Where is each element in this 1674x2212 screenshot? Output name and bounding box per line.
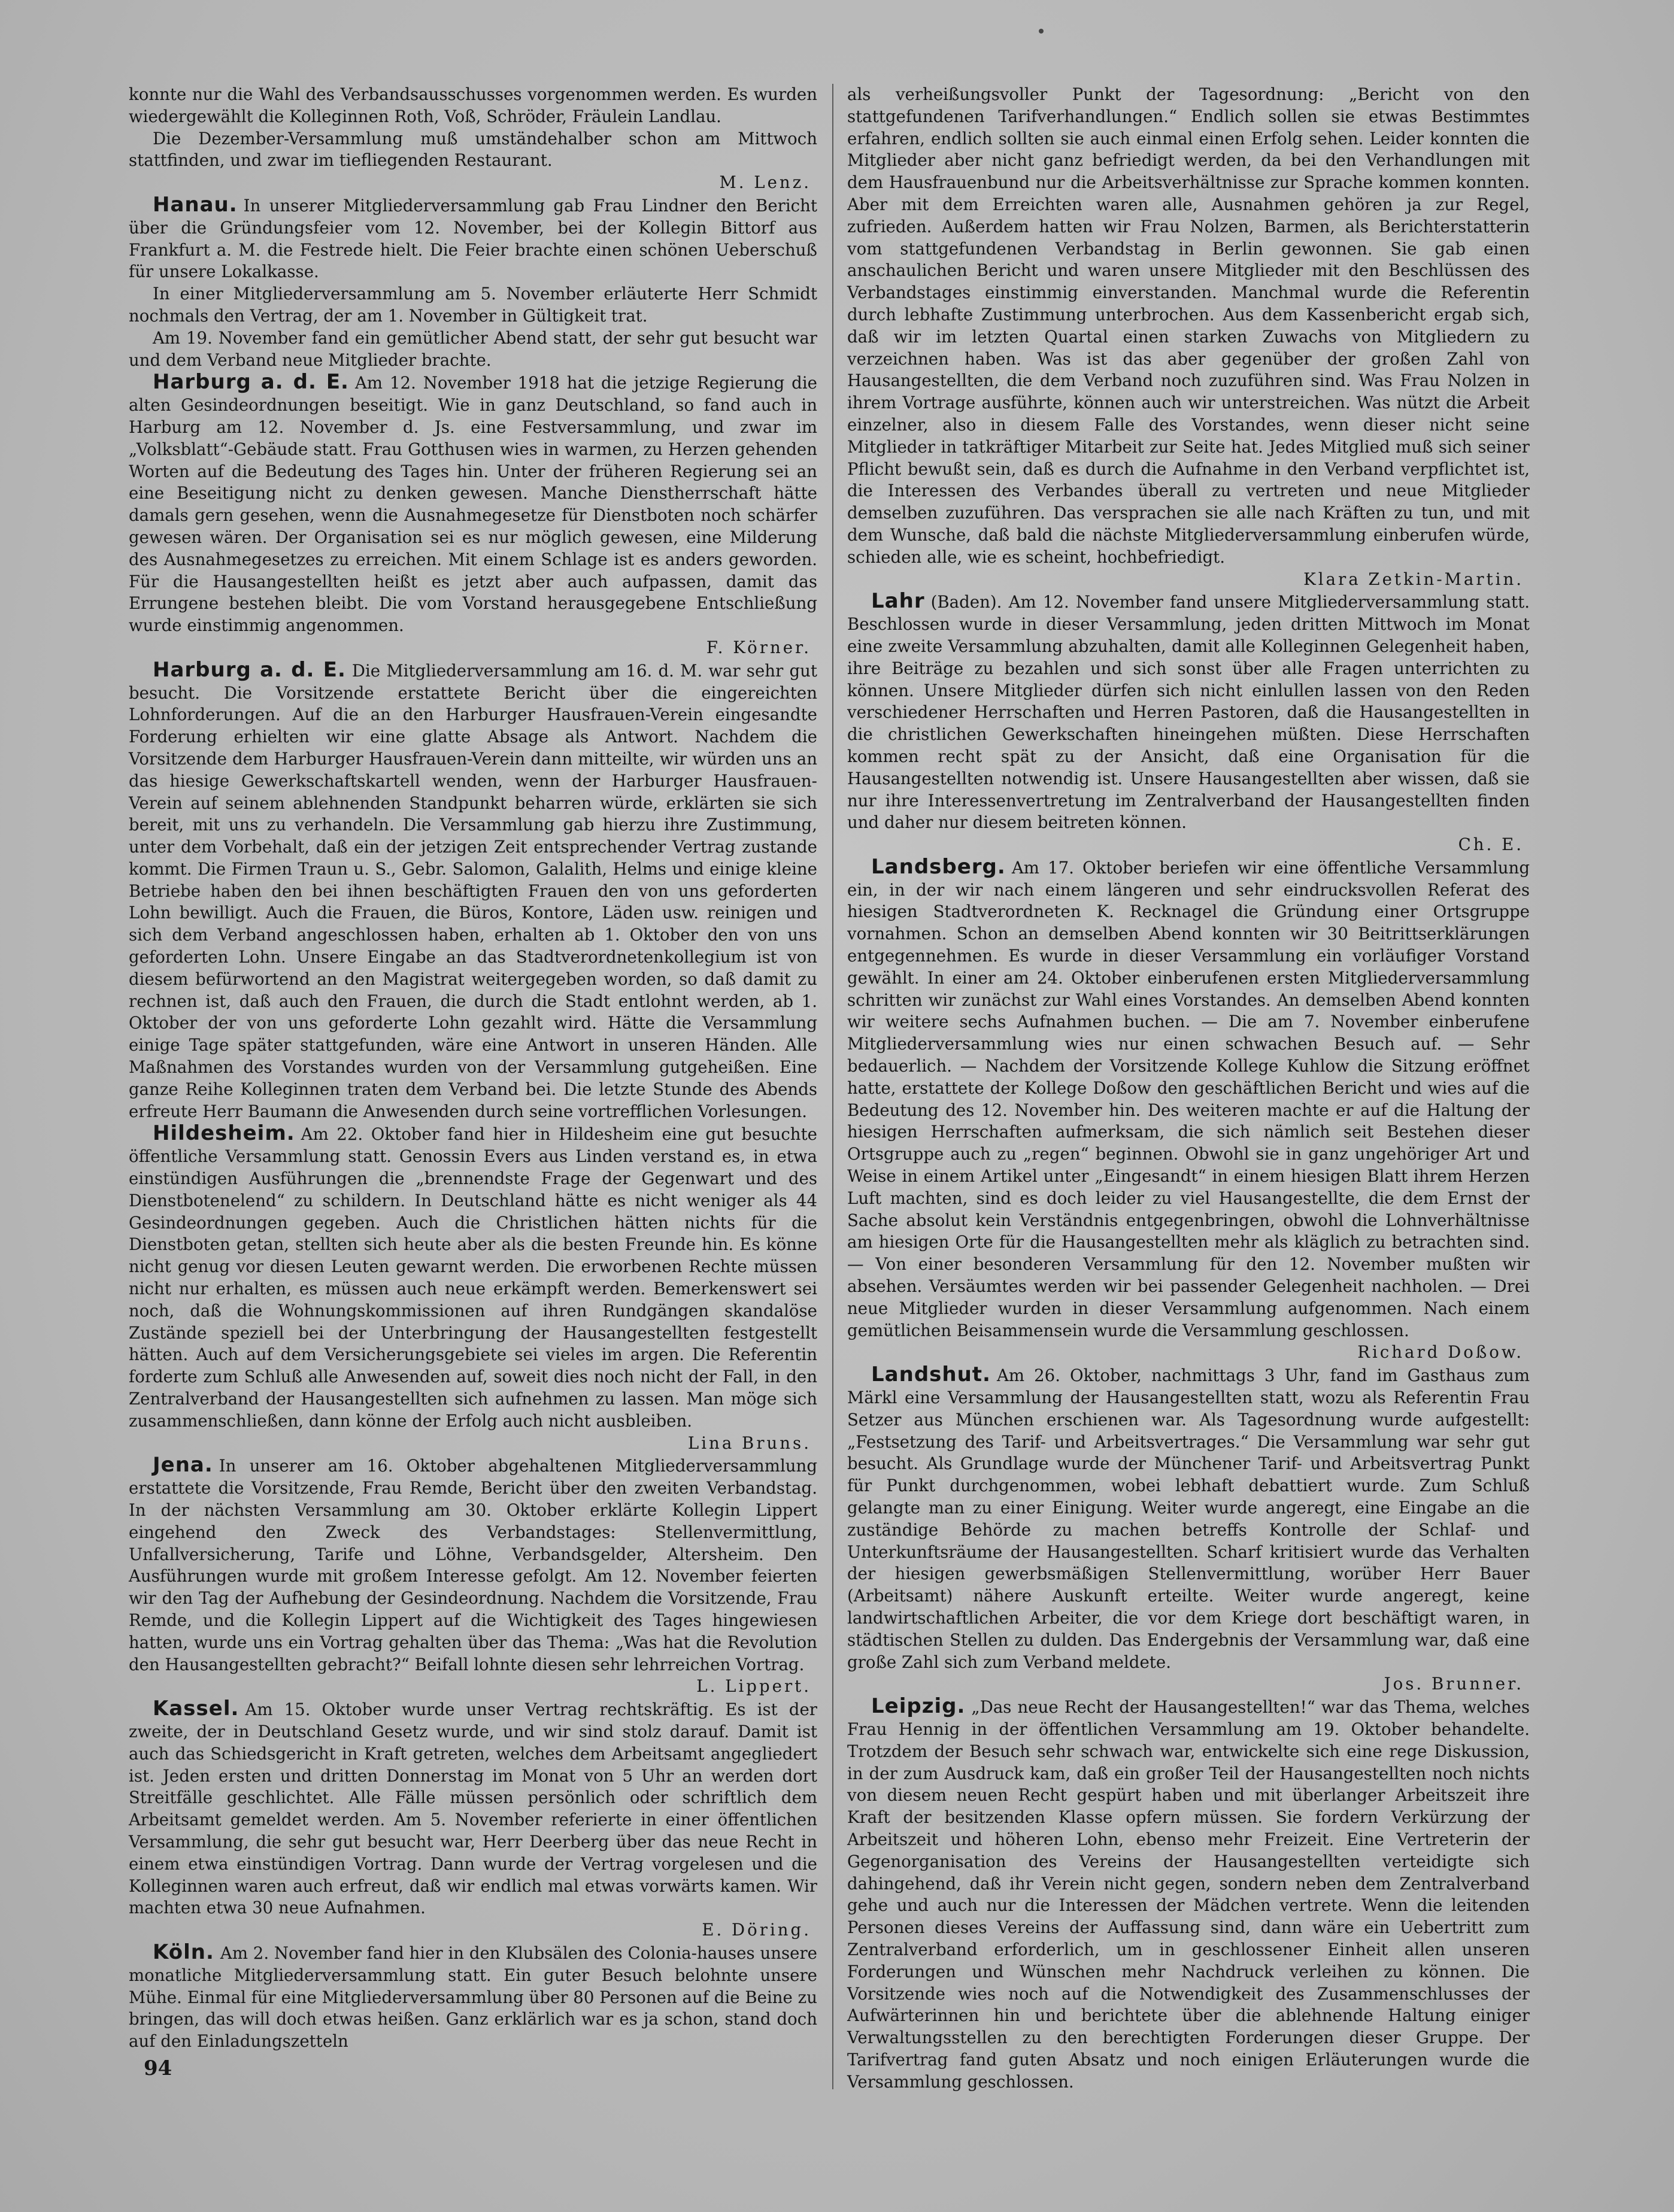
report-kassel <box>129 1698 817 1941</box>
report-landsberg <box>847 856 1530 1364</box>
place-heading: Hildesheim. <box>153 1121 295 1146</box>
report-koeln-continued <box>847 84 1530 590</box>
report-jena <box>129 1454 817 1698</box>
report-leipzig <box>847 1695 1530 2093</box>
signature: Ch. E. <box>1458 835 1524 855</box>
signature: F. Körner. <box>706 637 811 657</box>
paragraph: Am 22. Oktober fand hier in Hildesheim eine gut besuchte öffentliche Versammlung statt. Genossin Evers aus Linden verstand es, in etwa einstündigen Ausführungen die „brennendste Frage der Gegenwart und des Dienstbotenelend“ zu schildern. In Deutschland hätte es nicht weniger als 44 Gesindeordnungen gegeben. Auch die Christlichen hätten nichts für die Dienstboten getan, stellten sich heute aber als die besten Freunde hin. Es könne nicht genug vor diesen Leuten gewarnt werden. Die erworbenen Rechte müssen nicht nur erhalten, es müssen auch neue erkämpft werden. Bemerkenswert sei noch, daß die Wohnungskommissionen auf ihren Rundgängen skandalöse Zustände speziell bei der Unterbringung der Hausangestellten festgestellt hätten. Auch auf dem Versicherungsgebiete sei vieles im argen. Die Referentin forderte zum Schluß alle Anwesenden auf, soweit dies noch nicht der Fall, in den Zentralverband der Hausangestellten sich aufnehmen zu lassen. Man möge sich zusammenschließen, dann könne der Erfolg auch nicht ausbleiben. <box>129 1124 817 1431</box>
signature: Richard Doßow. <box>1357 1342 1524 1363</box>
paragraph: Die Dezember-Versammlung muß umständehalber schon am Mittwoch stattfinden, und zwar im tiefliegenden Restaurant. <box>129 128 817 171</box>
report-continued <box>129 84 817 194</box>
report-lahr <box>847 590 1530 856</box>
paragraph: In unserer Mitgliederversammlung gab Frau Lindner den Bericht über die Gründungsfeier vom 12. November, bei der Kollegin Bittorf aus Frankfurt a. M. die Festrede hielt. Die Feier brachte einen schönen Ueberschuß für unsere Lokalkasse. <box>129 195 817 282</box>
place-heading: Kassel. <box>153 1697 239 1721</box>
place-heading: Harburg a. d. E. <box>153 657 346 682</box>
signature: Klara Zetkin-Martin. <box>1303 569 1524 589</box>
paragraph: Am 12. November fand unsere Mitgliederversammlung statt. Beschlossen wurde in dieser Versammlung, jeden dritten Mittwoch im Monat eine zweite Versammlung abzuhalten, damit alle Kolleginnen Gelegenheit haben, ihre Beiträge zu bezahlen und sich sonst über alle Fragen unterrichten zu können. Unsere Mitglieder dürfen sich nicht einlullen lassen von den Reden verschiedener Herrschaften und Herren Pastoren, daß die Hausangestellten in die christlichen Gewerkschaften hineingehen müßten. Diese Herrschaften kommen recht spät zu der Ansicht, daß eine Organisation für die Hausangestellten notwendig ist. Unsere Hausangestellten aber wissen, daß sie nur ihre Interessenvertretung im Zentralverband der Hausangestellten finden und daher nur diesem beitreten können. <box>847 592 1530 833</box>
report-harburg-2 <box>129 659 817 1123</box>
page-number: 94 <box>144 2056 172 2080</box>
report-hildesheim <box>129 1122 817 1454</box>
paragraph: Am 12. November 1918 hat die jetzige Regierung die alten Gesindeordnungen beseitigt. Wie in ganz Deutschland, so fand auch in Harburg am 12. November d. Js. eine Festversammlung, und zwar im „Volksblatt“-Gebäude statt. Frau Gotthusen wies in warmen, zu Herzen gehenden Worten auf die Bedeutung des Tages hin. Unter der früheren Regierung sei an eine Beseitigung nicht zu denken gewesen. Manche Dienstherrschaft hätte damals gern gesehen, wenn die Ausnahmegesetze für Dienstboten noch schärfer gewesen wären. Der Organisation sei es nur möglich gewesen, eine Milderung des Ausnahmegesetzes zu erreichen. Mit einem Schlage ist es anders geworden. Für die Hausangestellten heißt es jetzt aber auch aufpassen, damit das Errungene bestehen bleibt. Die vom Vorstand herausgegebene Entschließung wurde einstimmig angenommen. <box>129 373 817 636</box>
paragraph: Am 17. Oktober beriefen wir eine öffentliche Versammlung ein, in der wir nach einem längeren und sehr eindrucksvollen Referat des hiesigen Stadtverordneten K. Recknagel die Gründung einer Ortsgruppe vornahmen. Schon an demselben Abend konnten wir 30 Beitrittserklärungen entgegennehmen. Es wurde in dieser Versammlung ein vorläufiger Vorstand gewählt. In einer am 24. Oktober einberufenen ersten Mitgliederversammlung schritten wir zunächst zur Wahl eines Vorstandes. An demselben Abend konnten wir weitere sechs Aufnahmen buchen. — Die am 7. November einberufene Mitgliederversammlung wies nur einen schwachen Besuch auf. — Sehr bedauerlich. — Nachdem der Vorsitzende Kollege Kuhlow die Sitzung eröffnet hatte, erstattete der Kollege Doßow den geschäftlichen Bericht und wies auf die Bedeutung des 12. November hin. Des weiteren machte er auf die Haltung der hiesigen Herrschaften aufmerksam, die sich nämlich seit Bestehen dieser Ortsgruppe auch zu „regen“ beginnen. Obwohl sie in ganz ungehöriger Art und Weise in einem Artikel unter „Eingesandt“ in einem hiesigen Blatt ihrem Herzen Luft machten, sind es doch leider zu viel Hausangestellte, die dem Ernst der Sache absolut kein Verständnis entgegenbringen, obwohl die Lohnverhältnisse am hiesigen Orte für die Hausangestellten mehr als kläglich zu betrachten sind. — Von einer besonderen Versammlung für den 12. November mußten wir absehen. Versäumtes werden wir bei passender Gelegenheit nachholen. — Drei neue Mitglieder wurden in dieser Versammlung aufgenommen. Nach einem gemütlichen Beisammensein wurde die Versammlung geschlossen. <box>847 857 1530 1340</box>
place-heading: Jena. <box>153 1453 213 1477</box>
paragraph: „Das neue Recht der Hausangestellten!“ war das Thema, welches Frau Hennig in der öffentlichen Versammlung am 19. Oktober behandelte. Trotzdem der Besuch sehr schwach war, entwickelte sich eine rege Diskussion, in der zum Ausdruck kam, daß ein großer Teil der Hausangestellten noch nichts von diesem neuen Recht gespürt haben und mit überlanger Arbeitszeit ihre Kraft der besitzenden Klasse opfern müssen. Sie fordern Verkürzung der Arbeitszeit und höheren Lohn, ebenso mehr Freizeit. Eine Vertreterin der Gegenorganisation des Vereins der Hausangestellten verteidigte sich dahingehend, daß ihr Verein nicht gegen, sondern neben dem Zentralverband gehe und auch nur die Interessen der Mädchen vertrete. Wenn die leitenden Personen dieses Vereins der Auffassung sind, dann wäre ein Uebertritt zum Zentralverband erforderlich, um in geschlossener Einheit allen unseren Forderungen und Wünschen mehr Nachdruck verleihen zu können. Die Vorsitzende wies noch auf die Notwendigkeit des Zusammenschlusses der Aufwärterinnen hin und berichtete über die ablehnende Haltung einiger Verwaltungsstellen zu den berechtigten Forderungen dieser Gruppe. Der Tarifvertrag fand guten Absatz und noch einigen Erläuterungen wurde die Versammlung geschlossen. <box>847 1697 1530 2092</box>
paragraph: konnte nur die Wahl des Verbandsausschusses vorgenommen werden. Es wurden wiedergewählt die Kolleginnen Roth, Voß, Schröder, Fräulein Landlau. <box>129 84 817 126</box>
signature: M. Lenz. <box>719 172 811 193</box>
place-heading: Lahr <box>871 589 925 614</box>
paragraph: In einer Mitgliederversammlung am 5. November erläuterte Herr Schmidt nochmals den Vertrag, der am 1. November in Gültigkeit trat. <box>129 284 817 326</box>
place-heading: Hanau. <box>153 192 238 217</box>
place-heading: Landsberg. <box>871 854 1006 879</box>
paragraph: Am 19. November fand ein gemütlicher Abend statt, der sehr gut besucht war und dem Verband neue Mitglieder brachte. <box>129 327 817 370</box>
report-hanau <box>129 194 817 371</box>
column-divider <box>832 84 833 2089</box>
signature: E. Döring. <box>702 1920 811 1940</box>
place-heading: Harburg a. d. E. <box>153 370 349 395</box>
left-column <box>129 84 817 2053</box>
paragraph: Am 2. November fand hier in den Klubsälen des Colonia-hauses unsere monatliche Mitgliederversammlung statt. Ein guter Besuch belohnte unsere Mühe. Einmal für eine Mitgliederversammlung über 80 Personen auf die Beine zu bringen, das will doch etwas heißen. Ganz erklärlich war es ja schon, stand doch auf den Einladungszetteln <box>129 1943 817 2052</box>
signature: Jos. Brunner. <box>1384 1674 1524 1694</box>
paragraph: Die Mitgliederversammlung am 16. d. M. war sehr gut besucht. Die Vorsitzende erstattete Bericht über die eingereichten Lohnforderungen. Auf die an den Harburger Hausfrauen-Verein eingesandte Forderung erhielten wir eine glatte Absage als Antwort. Nachdem die Vorsitzende dem Harburger Hausfrauen-Verein dann mitteilte, wir würden uns an das hiesige Gewerkschaftskartell wenden, wenn der Harburger Hausfrauen-Verein auf seinem ablehnenden Standpunkt beharren würde, erklärten sie sich bereit, mit uns zu verhandeln. Die Versammlung gab hierzu ihre Zustimmung, unter dem Vorbehalt, daß ein der jetzigen Zeit entsprechender Vertrag zustande kommt. Die Firmen Traun u. S., Gebr. Salomon, Galalith, Helms und einige kleine Betriebe haben den bei ihnen beschäftigten Frauen den von uns geforderten Lohn bewilligt. Auch die Frauen, die Büros, Kontore, Läden usw. reinigen und sich dem Verband angeschlossen haben, erhalten ab 1. Oktober den von uns geforderten Lohn. Unsere Eingabe an das Stadtverordnetenkollegium ist von diesem befürwortend an den Magistrat weitergegeben worden, so daß damit zu rechnen ist, daß auch den Frauen, die durch die Stadt entlohnt werden, ab 1. Oktober der von uns geforderte Lohn gezahlt wird. Hätte die Versammlung einige Tage später stattgefunden, wäre eine Antwort in unseren Händen. Alle Maßnahmen des Vorstandes wurden von der Versammlung gutgeheißen. Eine ganze Reihe Kolleginnen traten dem Verband bei. Die letzte Stunde des Abends erfreute Herr Baumann die Anwesenden durch seine vortrefflichen Vorlesungen. <box>129 660 817 1121</box>
paragraph: In unserer am 16. Oktober abgehaltenen Mitgliederversammlung erstattete die Vorsitzende, Frau Remde, Bericht über den zweiten Verbandstag. In der nächsten Versammlung am 30. Oktober erklärte Kollegin Lippert eingehend den Zweck des Verbandstages: Stellenvermittlung, Unfallversicherung, Tarife und Löhne, Verbandsgelder, Altersheim. Den Ausführungen wurde mit großem Interesse gefolgt. Am 12. November feierten wir den Tag der Aufhebung der Gesindeordnung. Nachdem die Vorsitzende, Frau Remde, und die Kollegin Lippert auf die Wichtigkeit des Tages hingewiesen hatten, wurde uns ein Vortrag gehalten über das Thema: „Was hat die Revolution den Hausangestellten gebracht?“ Beifall lohnte diesen sehr lehrreichen Vortrag. <box>129 1456 817 1674</box>
paragraph: Am 26. Oktober, nachmittags 3 Uhr, fand im Gasthaus zum Märkl eine Versammlung der Hausangestellten statt, wozu als Referentin Frau Setzer aus München erschienen war. Als Tagesordnung wurde aufgestellt: „Festsetzung des Tarif- und Arbeitsvertrages.“ Die Versammlung war sehr gut besucht. Als Grundlage wurde der Münchener Tarif- und Arbeitsvertrag Punkt für Punkt durchgenommen, wobei lebhaft debattiert wurde. Zum Schluß gelangte man zu einer Einigung. Weiter wurde angeregt, eine Eingabe an die zuständige Behörde zu machen betreffs Kontrolle der Schlaf- und Unterkunftsräume der Hausangestellten. Scharf kritisiert wurde das Verhalten der hiesigen gewerbsmäßigen Stellenvermittlung, worüber Herr Bauer (Arbeitsamt) nähere Auskunft erteilte. Weiter wurde angeregt, keine landwirtschaftlichen Arbeiter, die vor dem Kriege dort beschäftigt waren, in städtischen Stellen zu dulden. Das Endergebnis der Versammlung war, daß eine große Zahl sich zum Verband meldete. <box>847 1366 1530 1672</box>
place-heading: Leipzig. <box>871 1694 966 1719</box>
place-heading: Landshut. <box>871 1363 991 1387</box>
paragraph: als verheißungsvoller Punkt der Tagesordnung: „Bericht von den stattgefundenen Tarifverhandlungen.“ Endlich sollen sie etwas Bestimmtes erfahren, endlich sollten sie auch einmal einen Erfolg sehen. Leider konnten die Mitglieder aber nicht ganz befriedigt werden, da bei den Verhandlungen mit dem Hausfrauenbund nur die Arbeitsverhältnisse zur Sprache kommen konnten. Aber mit dem Erreichten waren alle, Ausnahmen gehören ja zur Regel, zufrieden. Außerdem hatten wir Frau Nolzen, Barmen, als Berichterstatterin vom stattgefundenen Verbandstag in Berlin gewonnen. Sie gab einen anschaulichen Bericht und waren unsere Mitglieder mit den Beschlüssen des Verbandstages einstimmig einverstanden. Manchmal wurde die Referentin durch lebhafte Zustimmung unterbrochen. Aus dem Kassenbericht ergab sich, daß wir im letzten Quartal einen starken Zuwachs von Mitgliedern zu verzeichnen haben. Was ist das aber gegenüber der großen Zahl von Hausangestellten, die dem Verband noch zuzuführen sind. Was Frau Nolzen in ihrem Vortrage ausführte, können auch wir unterstreichen. Was nützt die Arbeit einzelner, also in diesem Falle des Vorstandes, wenn dieser nicht seine Mitglieder in tatkräftiger Mitarbeit zur Seite hat. Jedes Mitglied muß sich seiner Pflicht bewußt sein, daß es durch die Aufnahme in den Verband verpflichtet ist, die Interessen des Verbandes überall zu vertreten und neue Mitglieder demselben zuzuführen. Das versprachen sie alle nach Kräften zu tun, und mit dem Wunsche, daß bald die nächste Mitgliederversammlung einberufen würde, schieden alle, wie es scheint, hochbefriedigt. <box>847 84 1530 567</box>
right-column <box>847 84 1530 2093</box>
ink-speck <box>1039 29 1044 34</box>
signature: Lina Bruns. <box>687 1433 811 1453</box>
place-suffix: (Baden). <box>930 592 1002 612</box>
paragraph: Am 15. Oktober wurde unser Vertrag rechtskräftig. Es ist der zweite, der in Deutschland Gesetz wurde, und wir sind stolz darauf. Damit ist auch das Schiedsgericht in Kraft getreten, welches dem Arbeitsamt angegliedert ist. Jeden ersten und dritten Donnerstag im Monat von 5 Uhr an werden dort Streitfälle geschlichtet. Alle Fälle müssen persönlich oder schriftlich dem Arbeitsamt gemeldet werden. Am 5. November referierte in einer öffentlichen Versammlung, die sehr gut besucht war, Herr Deerberg über das neue Recht in einem etwa einstündigen Vortrag. Dann wurde der Vertrag vorgelesen und die Kolleginnen waren auch erfreut, daß wir endlich mal etwas vorwärts kamen. Wir machten etwa 30 neue Aufnahmen. <box>129 1700 817 1918</box>
place-heading: Köln. <box>153 1940 214 1964</box>
report-landshut <box>847 1364 1530 1695</box>
report-harburg-1 <box>129 371 817 659</box>
report-koeln <box>129 1941 817 2053</box>
signature: L. Lippert. <box>696 1676 811 1697</box>
